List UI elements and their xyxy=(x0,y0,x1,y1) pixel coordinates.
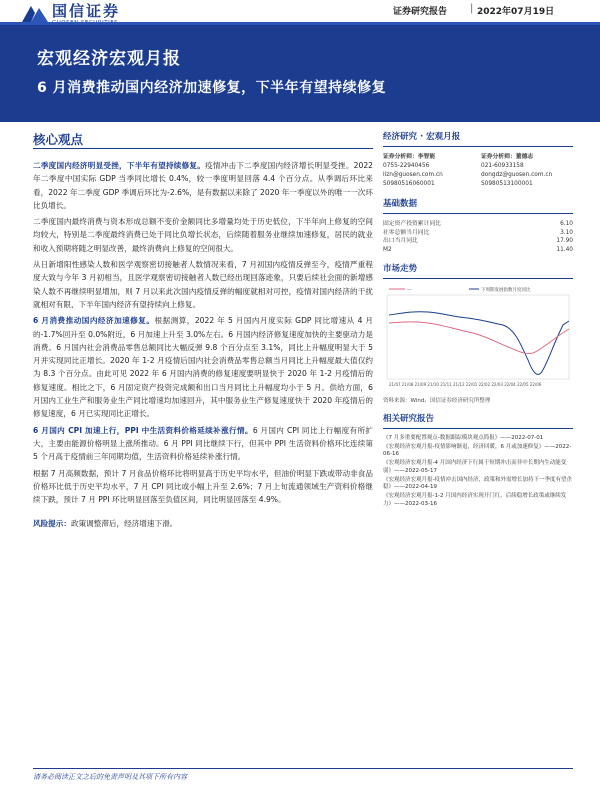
main-column xyxy=(33,130,373,534)
table-row xyxy=(383,237,573,246)
paragraph xyxy=(33,314,373,420)
series-line-1 xyxy=(389,322,569,354)
legend-label-2: 下周期发展指数月度同比 xyxy=(481,288,531,293)
plot-frame xyxy=(387,295,569,379)
row-value: 3.10 xyxy=(560,229,573,236)
related-report-link[interactable]: 《宏观经济宏观月报-4 月国内经济下行属于短期冲击而非中长期内生动能变弱》——2022-05-17 xyxy=(383,460,567,474)
table-row xyxy=(383,220,573,229)
analyst-phone: 0755-22940456 xyxy=(383,163,430,169)
market-chart xyxy=(383,285,573,393)
row-label: 社零总额当月同比 xyxy=(383,229,430,236)
basic-data-table xyxy=(383,220,573,254)
related-report-link[interactable]: 《宏观经济宏观月报-疫情影响渐退，经济回暖，6 月或加速修复》——2022-06-16 xyxy=(383,443,572,458)
related-heading: 相关研究报告 xyxy=(383,414,435,424)
analyst-cert: S0980516060001 xyxy=(383,181,435,187)
paragraph-lead: 二季度国内经济明显受挫，下半年有望持续修复。 xyxy=(33,161,206,170)
sidebar-rule xyxy=(383,213,573,214)
paragraph-lead: 6 月国内 CPI 加速上行，PPI 中生活资料价格延续补涨行情。 xyxy=(33,425,253,435)
row-label: M2 xyxy=(383,246,392,253)
paragraph-lead: 6 月消费推动国内经济加速修复。 xyxy=(33,316,155,326)
paragraph xyxy=(33,258,373,311)
paragraph-body: 疫情冲击下二季度国内经济增长明显受挫。2022 年二季度中国实际 GDP 当季同比增长 0.4%，较一季度明显回落 4.4 个百分点。从季调后环比来看，2022 年二季度 GDP 季调后环比为-2.6%，是有数据以来除了 2020 年一季度以外的唯一一次环比负增长。 xyxy=(33,161,374,210)
sidebar xyxy=(383,130,573,509)
core-viewpoint-heading: 核心观点 xyxy=(33,132,84,147)
analyst-phone: 021-60933158 xyxy=(481,163,524,169)
x-tick-labels: 21/07 21/08 21/09 21/10 21/11 21/12 22/01 22/02 22/03 22/04 22/05 22/06 xyxy=(389,382,542,387)
report-date: 2022年07月19日 xyxy=(477,7,555,17)
banner-stripe xyxy=(0,22,600,25)
analyst xyxy=(383,153,475,189)
report-title: 宏观经济宏观月报 xyxy=(37,49,181,69)
title-banner xyxy=(0,22,600,122)
market-chart-svg xyxy=(383,285,573,393)
logo-cn: 国信证券 xyxy=(52,2,121,20)
row-value: 11.40 xyxy=(556,246,573,253)
risk-warning xyxy=(33,517,373,530)
footer-disclaimer: 请务必阅读正文之后的免责声明及其项下所有内容 xyxy=(33,773,187,781)
paragraph xyxy=(33,424,373,464)
paragraph-lead: 风险提示： xyxy=(33,519,71,529)
row-value: 17.90 xyxy=(556,238,573,244)
chart-source: 资料来源：Wind、国信证券经济研究所整理 xyxy=(383,398,491,404)
table-row xyxy=(383,246,573,255)
paragraph xyxy=(33,467,373,507)
row-label: 出口当月同比 xyxy=(383,238,418,244)
sidebar-rule xyxy=(383,428,573,429)
logo-icon xyxy=(22,4,48,24)
analysts xyxy=(383,153,573,189)
header-separator: | xyxy=(470,3,474,14)
row-label: 固定资产投资累计同比 xyxy=(383,221,441,227)
sidebar-rule xyxy=(383,146,573,147)
analyst xyxy=(481,153,573,189)
paragraph-body: 政策调整滞后，经济增速下滑。 xyxy=(70,519,178,529)
analyst-email[interactable]: dongdz@guosen.com.cn xyxy=(481,172,553,178)
report-type: 证券研究报告 xyxy=(393,7,448,17)
paragraph-body: 从日新增阳性感染人数和医学观察密切接触者人数情况来看，7 月初国内疫情反弹至今，疫情严重程度大致与今年 3 月初相当，且医学观察密切接触者人数已经出现回落迹象，只要后续社会面的新增感染人数不再继续明显增加，则 7 月以来此次国内疫情反弹的幅度就相对可控，疫情对国内经济的干扰就相对有限，下半年国内经济有望持续向上修复。 xyxy=(33,260,373,309)
related-report-link[interactable]: 《宏观经济宏观月报-1-2 月国内经济实现开门红，后续稳增长政策或继续发力》——2022-03-16 xyxy=(383,492,567,507)
paragraph xyxy=(33,159,373,212)
analyst-name: 证券分析师：李智能 xyxy=(383,154,436,160)
related-list xyxy=(383,435,573,508)
paragraph-body: 根据测算，2022 年 5 月国内月度实际 GDP 同比增速从 4 月的-1.7%回升至 0.0%附近，6 月加速上升至 3.0%左右。6 月国内经济修复速度加快的主要驱动力是消费。6 月国内社会消费品零售总额同比大幅反弹 9.8 个百分点至 3.1%，同比上升幅度明显大于 5 月并实现同比正增长。2020 年 1-2 月疫情后国内社会消费品零售总额当月同比上升幅度最大值仅约为 8.3 个百分点。由此可见 2022 年 6 月国内消费的修复速度要明显快于 2020 年 1-2 月疫情后的修复速度。相比之下，6 月固定资产投资完成额和出口当月同比上升幅度均小于 5 月。供给方面，6 月国内工业生产和服务业生产同比增速均加速回升，其中服务业生产修复速度快于 2020 年疫情后的修复速度，6 月已实现同比正增长。 xyxy=(33,316,373,419)
paragraph-body: 根据 7 月高频数据，预计 7 月食品价格环比将明显高于历史平均水平，但油价明显下跌或带动非食品价格环比低于历史平均水平，7 月 CPI 同比或小幅上升至 2.6%；7 月上旬流通领域生产资料价格继续下跌，预计 7 月 PPI 环比明显回落至负值区间，同比明显回落至 4.9%。 xyxy=(33,468,373,505)
row-value: 6.10 xyxy=(560,221,573,227)
legend-label-1: — xyxy=(407,288,412,293)
footer-rule xyxy=(33,768,573,769)
paragraph xyxy=(33,215,373,255)
related-report-link[interactable]: 《7 月多重要配置观点-数据跟踪模块观点简报》——2022-07-01 xyxy=(383,435,544,441)
market-heading: 市场走势 xyxy=(383,264,418,274)
report-subtitle: 6 月消费推动国内经济加速修复，下半年有望持续修复 xyxy=(37,80,387,96)
related-report-link[interactable]: 《宏观经济宏观月报-疫情冲击国内经济，政策和外需增长加持下一季度有望企稳》——2022-04-19 xyxy=(383,476,572,491)
basic-data-heading: 基础数据 xyxy=(383,199,418,209)
table-row xyxy=(383,229,573,238)
analyst-email[interactable]: lizn@guosen.com.cn xyxy=(383,172,443,178)
paragraph-body: 6 月国内 CPI 同比上行幅度有所扩大，主要由能源价格明显上涨所推动。6 月 PPI 同比继续下行，但其中 PPI 生活资料价格环比连续第 5 个月高于疫情前三年同期均值，生活资料价格延续补涨行情。 xyxy=(33,425,373,462)
analyst-name: 证券分析师：董德志 xyxy=(481,154,534,160)
series-line-2 xyxy=(389,312,569,375)
sidebar-rule xyxy=(383,278,573,279)
analyst-cert: S0980513100001 xyxy=(481,181,533,187)
paragraph-body: 二季度国内最终消费与资本形成总额不变价金额同比多增量均处于历史低位，下半年向上修复的空间均较大，特别是二季度最终消费已处于同比负增长状态，后续随着服务业继续加速修复，居民的就业和收入预期将随之明显改善，最终消费向上修复的空间很大。 xyxy=(33,217,373,253)
sidebar-heading: 经济研究 · 宏观月报 xyxy=(383,132,461,142)
